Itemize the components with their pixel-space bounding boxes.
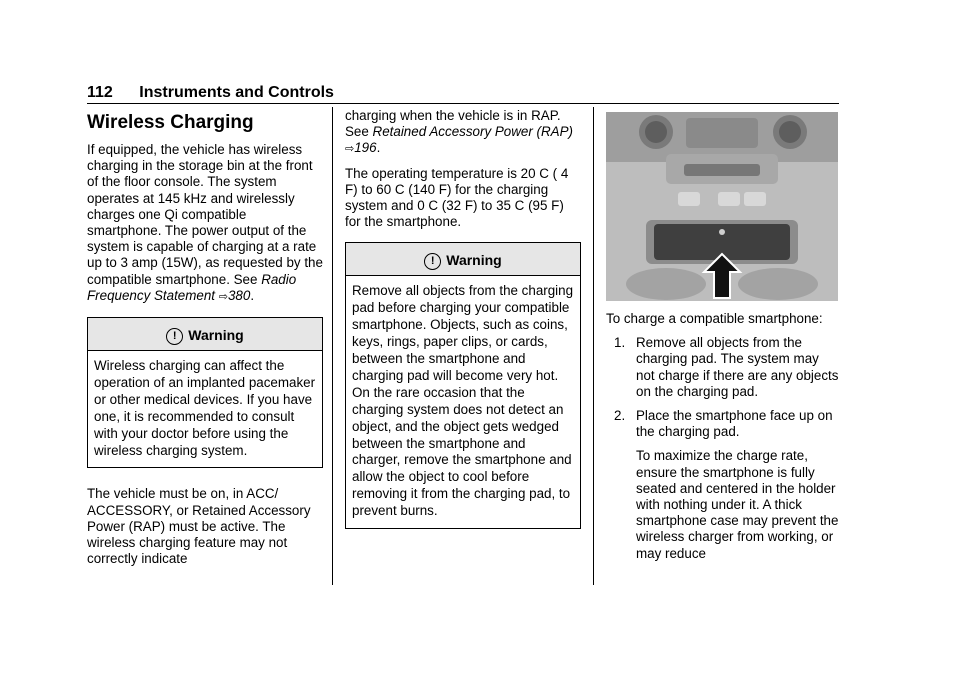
step-subtext: To maximize the charge rate, ensure the smartphone is fully seated and centered in the holder with nothing under it. A thick smartphone case may prevent the wireless charger from working, or may reduce — [636, 448, 839, 561]
step-text: Remove all objects from the charging pad. The system may not charge if there are any objects on the charging pad. — [636, 335, 839, 399]
header-rule — [87, 103, 839, 104]
list-item — [614, 335, 840, 400]
column-divider-1 — [332, 107, 333, 585]
article-title: Wireless Charging — [87, 112, 254, 133]
xref-arrow-icon: ⇨ — [345, 143, 355, 156]
temperature-paragraph: The operating temperature is 20 C ( 4 F) to 60 C (140 F) for the charging system and 0 C (32 F) to 35 C (95 F) for the smartphone. — [345, 165, 569, 230]
console-charging-pad-photo — [606, 112, 838, 301]
warning-icon: ! — [166, 328, 183, 345]
xref-page-196[interactable]: 196 — [354, 140, 377, 156]
column-2 — [345, 108, 581, 547]
power-mode-paragraph: The vehicle must be on, in ACC/ ACCESSORY, or Retained Accessory Power (RAP) must be active. The wireless charging feature may not correctly indicate — [87, 486, 311, 567]
warning-body: Wireless charging can affect the operation of an implanted pacemaker or other medical devices. If you have one, it is recommended to consult with your doctor before using the wireless charging system. — [94, 358, 316, 458]
list-item — [614, 408, 840, 562]
column-3 — [606, 108, 840, 570]
column-1 — [87, 108, 323, 575]
warning-heading — [88, 318, 322, 351]
step-text: Place the smartphone face up on the charging pad. — [636, 408, 833, 440]
steps-list — [606, 335, 840, 562]
page-number: 112 — [87, 84, 113, 101]
warning-heading-text: Warning — [188, 327, 244, 344]
warning-box-pacemaker — [87, 317, 323, 468]
warning-heading-text: Warning — [446, 252, 502, 269]
step-number: 2. — [614, 408, 626, 424]
rap-paragraph: charging when the vehicle is in RAP. See Retained Accessory Power (RAP) ⇨196. — [345, 108, 573, 156]
intro-text: If equipped, the vehicle has wireless charging in the storage bin at the front of the floor console. The system operates at 145 kHz and wirelessly charges one Qi compatible smartphone. The power output of the system is capable of charging at a rate up to 3 amp (15W), as requested by the compatible smartphone. See — [87, 142, 323, 287]
page-header — [87, 84, 334, 102]
xref-page-380[interactable]: 380 — [227, 287, 251, 303]
step-number: 1. — [614, 335, 626, 351]
column-divider-2 — [593, 107, 594, 585]
intro-paragraph: If equipped, the vehicle has wireless charging in the storage bin at the front of the floor console. The system operates at 145 kHz and wirelessly charges one Qi compatible smartphone. The power output of the system is capable of charging at a rate up to 3 amp (15W), as requested by the compatible smartphone. See Radio Frequency Statement ⇨380. — [87, 142, 323, 303]
section-title: Instruments and Controls — [139, 84, 334, 101]
warning-body: Remove all objects from the charging pad before charging your compatible smartphone. Objects, such as coins, keys, rings, paper clips, or cards, between the smartphone and charging pad will become very hot. On the rare occasion that the charging system does not detect an object, and the object gets wedged between the smartphone and charger, remove the smartphone and allow the object to cool before removing it from the charging pad, to prevent burns. — [352, 283, 574, 519]
xref-rap[interactable]: Retained Accessory Power (RAP) — [372, 124, 573, 140]
xref-radio-frequency[interactable]: Radio Frequency Statement — [87, 271, 297, 303]
rap-text: charging when the vehicle is in RAP. See — [345, 108, 561, 140]
warning-icon: ! — [424, 253, 441, 270]
xref-arrow-icon: ⇨ — [218, 290, 228, 303]
warning-box-objects — [345, 242, 581, 529]
steps-intro: To charge a compatible smartphone: — [606, 311, 823, 326]
warning-heading — [346, 243, 580, 276]
